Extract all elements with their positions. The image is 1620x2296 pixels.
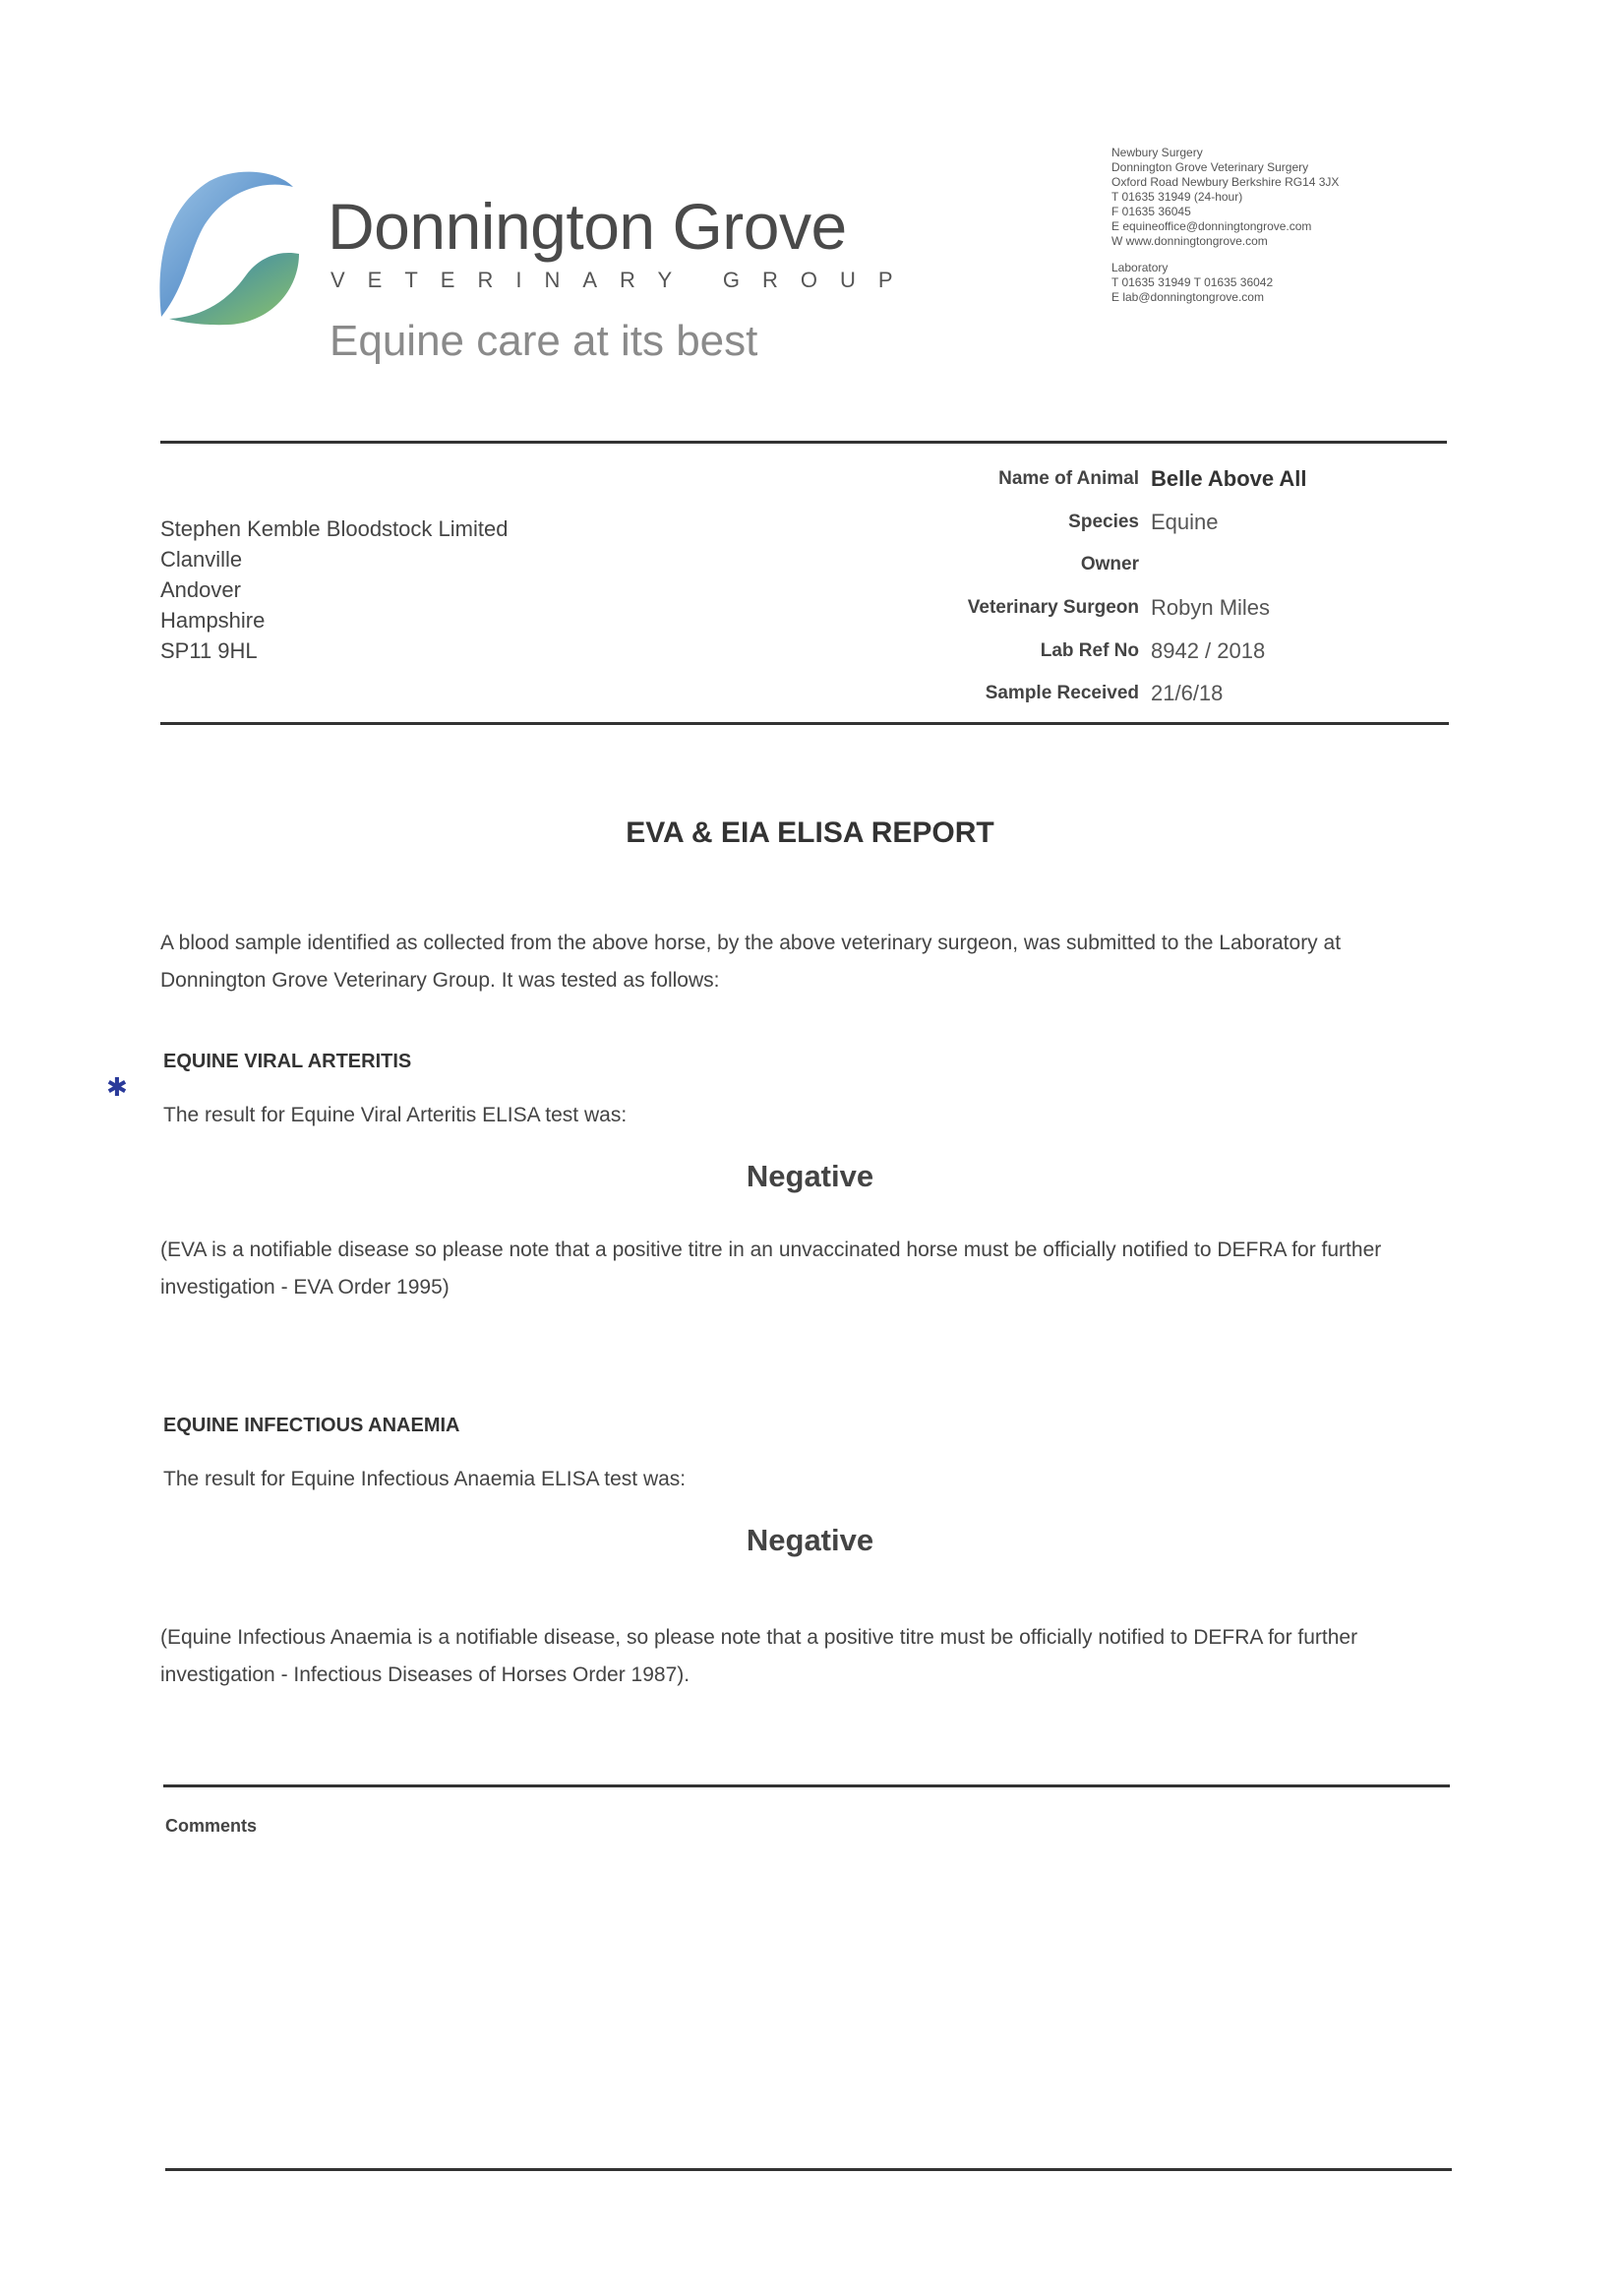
handwritten-mark: ✱ [106,1072,128,1102]
address-line: Stephen Kemble Bloodstock Limited [160,516,509,541]
contact-block [1111,146,1505,305]
eva-result: Negative [746,1159,874,1193]
eia-result: Negative [746,1523,874,1557]
comments-label: Comments [165,1816,258,1836]
info-divider [160,722,1449,725]
info-value-vet: Robyn Miles [1151,595,1271,620]
brand-subtitle: VETERINARY GROUP [330,268,916,292]
brand-name: Donnington Grove [328,190,847,263]
address-line: Hampshire [160,608,266,633]
info-value-labref: 8942 / 2018 [1151,638,1266,663]
info-label-species: Species [1068,512,1139,532]
info-label-owner: Owner [1080,554,1139,574]
info-label-animal: Name of Animal [998,468,1139,489]
recipient-address [160,514,508,666]
info-label-received: Sample Received [985,683,1139,703]
report-title: EVA & EIA ELISA REPORT [626,816,994,849]
eia-note: (Equine Infectious Anaemia is a notifiable disease, so please note that a positive titre must be officially notified to DEFRA for further investigation - Infectious Diseases of Horses Order 1987). [160,1626,1358,1686]
logo-icon [155,169,303,327]
eia-result-line: The result for Equine Infectious Anaemia ELISA test was: [163,1468,687,1490]
contact-line: Oxford Road Newbury Berkshire RG14 3JX [1111,175,1340,189]
address-line: SP11 9HL [160,638,258,663]
address-line: Clanville [160,547,243,572]
info-value-received: 21/6/18 [1151,681,1224,705]
info-value-animal: Belle Above All [1151,466,1307,491]
comments-divider [163,1784,1450,1787]
lab-line: T 01635 31949 T 01635 36042 [1111,275,1274,289]
contact-line: F 01635 36045 [1111,205,1191,218]
info-value-species: Equine [1151,510,1219,534]
eva-result-line: The result for Equine Viral Arteritis ELISA test was: [163,1104,628,1126]
footer-divider [165,2168,1452,2171]
brand-tagline: Equine care at its best [330,317,758,365]
contact-line: T 01635 31949 (24-hour) [1111,190,1243,204]
info-label-labref: Lab Ref No [1040,640,1139,661]
eva-heading: EQUINE VIRAL ARTERITIS [163,1051,412,1072]
intro-paragraph: A blood sample identified as collected from the above horse, by the above veterinary surgeon, was submitted to the Laboratory at Donnington Grove Veterinary Group. It was tested as follows: [160,932,1342,992]
lab-line: E lab@donningtongrove.com [1111,290,1264,304]
contact-line: Newbury Surgery [1111,146,1203,159]
address-line: Andover [160,577,241,602]
header-divider [160,441,1447,444]
eva-note: (EVA is a notifiable disease so please note that a positive titre in an unvaccinated horse must be officially notified to DEFRA for further investigation - EVA Order 1995) [160,1239,1382,1299]
contact-line: W www.donningtongrove.com [1111,234,1268,248]
info-label-vet: Veterinary Surgeon [967,597,1139,618]
contact-line: E equineoffice@donningtongrove.com [1111,219,1312,233]
contact-line: Donnington Grove Veterinary Surgery [1111,160,1309,174]
lab-line: Laboratory [1111,261,1169,274]
eia-heading: EQUINE INFECTIOUS ANAEMIA [163,1415,460,1436]
